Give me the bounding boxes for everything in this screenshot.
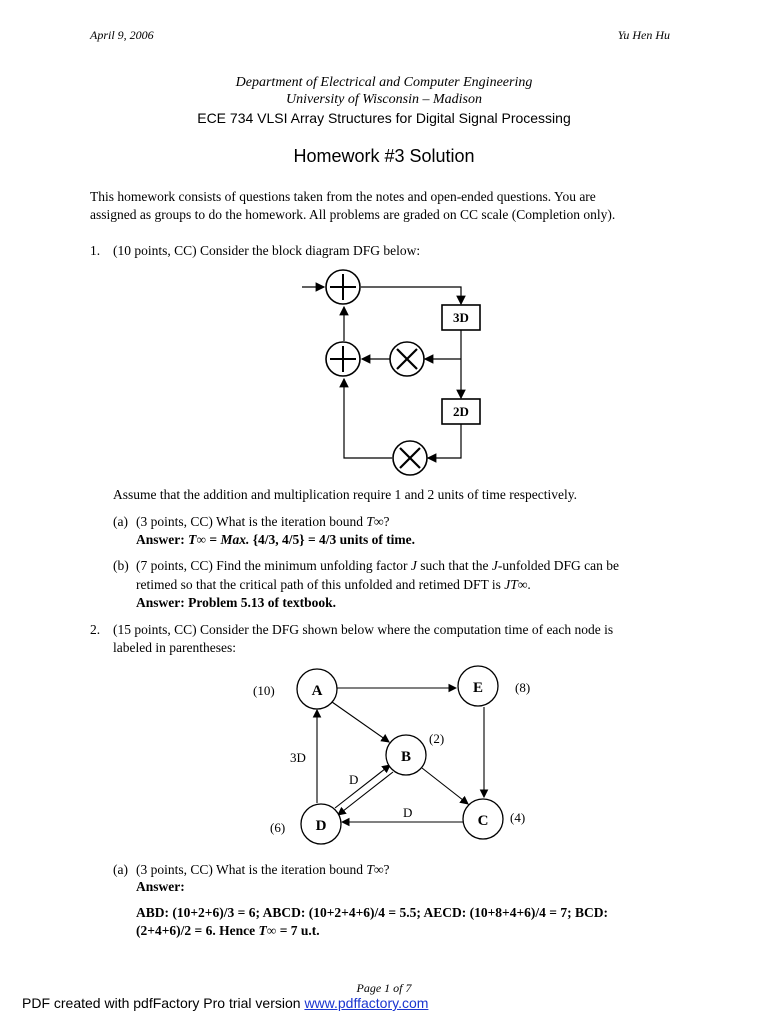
- edge-b-to-d: [338, 772, 393, 815]
- q1b-label: (b): [113, 558, 129, 573]
- q1-multiplier-top: [390, 342, 424, 376]
- time-b: (2): [429, 731, 445, 746]
- q2a-answer-line-1: ABD: (10+2+6)/3 = 6; ABCD: (10+2+4+6)/4 = 5.5; AECD: (10+8+4+6)/4 = 7; BCD:: [136, 905, 608, 920]
- q1-multiplier-bottom: [393, 441, 427, 475]
- q1-block-diagram: [290, 262, 490, 477]
- node-d-label: D: [315, 818, 327, 834]
- t-infinity-symbol: T∞: [366, 514, 384, 529]
- pdffactory-link[interactable]: www.pdffactory.com: [304, 995, 429, 1011]
- q1a-question: (3 points, CC) What is the iteration bound T∞?: [136, 514, 390, 529]
- q1-edge-2d-to-mult: [428, 424, 461, 458]
- q1-adder-middle: [326, 342, 360, 376]
- university: University of Wisconsin – Madison: [286, 92, 482, 107]
- node-c-label: C: [477, 813, 489, 829]
- delay-c-d: D: [403, 805, 413, 820]
- q1b-question-line-1: (7 points, CC) Find the minimum unfolding factor J such that the J-unfolded DFG can be: [136, 558, 619, 573]
- q1a-label: (a): [113, 514, 128, 529]
- node-b-label: B: [400, 749, 412, 765]
- delay-d-b: D: [349, 772, 359, 787]
- edge-d-to-b: [335, 765, 390, 808]
- intro-line-2: assigned as groups to do the homework. All problems are graded on CC scale (Completion only).: [90, 207, 616, 222]
- intro-line-1: This homework consists of questions taken from the notes and open-ended questions. You are: [90, 189, 596, 204]
- page-title: Homework #3 Solution: [293, 146, 475, 166]
- q1b-question-line-2: retimed so that the critical path of this unfolded and retimed DFT is JT∞.: [136, 577, 531, 592]
- edge-b-to-c: [422, 768, 468, 804]
- q1-delay-3d-label: 3D: [453, 310, 469, 325]
- q1-edge-adder-to-3d: [361, 287, 461, 304]
- q2-dfg-diagram: [245, 660, 545, 850]
- q1-number: 1.: [90, 243, 101, 258]
- q2a-question: (3 points, CC) What is the iteration bound T∞?: [136, 862, 390, 877]
- q2-text-line-2: labeled in parentheses:: [113, 640, 236, 655]
- q1b-answer: Answer: Problem 5.13 of textbook.: [136, 595, 336, 610]
- q1-delay-2d-label: 2D: [453, 404, 469, 419]
- time-d: (6): [270, 820, 286, 835]
- department: Department of Electrical and Computer Engineering: [235, 75, 533, 90]
- q1-assumption: Assume that the addition and multiplication require 1 and 2 units of time respectively.: [113, 487, 578, 502]
- header-date: April 9, 2006: [90, 28, 154, 42]
- time-e: (8): [515, 680, 531, 695]
- q1-adder-top: [326, 270, 360, 304]
- delay-d-a: 3D: [290, 750, 306, 765]
- q2a-label: (a): [113, 862, 128, 877]
- course-title: ECE 734 VLSI Array Structures for Digital Signal Processing: [197, 110, 571, 126]
- node-a-label: A: [311, 683, 323, 699]
- q2-number: 2.: [90, 622, 101, 637]
- q2a-answer-line-2: (2+4+6)/2 = 6. Hence T∞ = 7 u.t.: [136, 923, 320, 938]
- pdf-footer: PDF created with pdfFactory Pro trial version www.pdffactory.com: [22, 995, 429, 1011]
- page-number: Page 1 of 7: [356, 981, 412, 995]
- time-a: (10): [253, 683, 275, 698]
- node-e-label: E: [472, 680, 484, 696]
- q2a-answer-label: Answer:: [136, 879, 185, 894]
- q1a-answer: Answer: T∞ = Max. {4/3, 4/5} = 4/3 units of time.: [136, 532, 416, 547]
- q1-edge-mult-to-adder-bottom: [344, 379, 392, 458]
- time-c: (4): [510, 810, 526, 825]
- edge-a-to-b: [332, 702, 389, 742]
- q2-text-line-1: (15 points, CC) Consider the DFG shown below where the computation time of each node is: [113, 622, 614, 637]
- q1-text: (10 points, CC) Consider the block diagram DFG below:: [113, 243, 421, 258]
- header-author: Yu Hen Hu: [617, 28, 670, 42]
